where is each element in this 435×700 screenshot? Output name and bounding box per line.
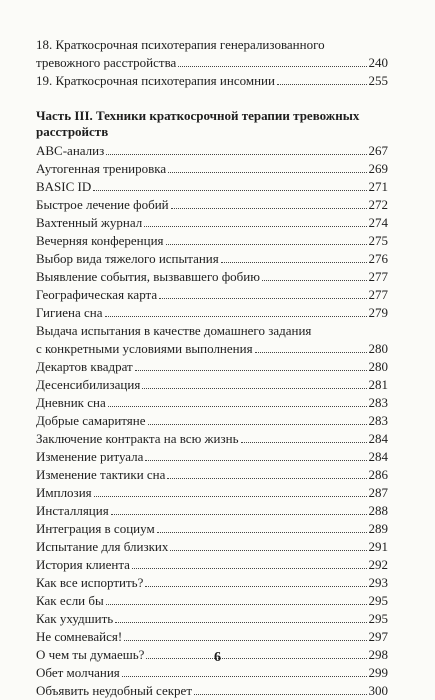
toc-entry-page: 287 xyxy=(368,485,388,500)
toc-entry xyxy=(36,430,388,448)
toc-entry-page: 280 xyxy=(368,341,388,356)
toc-entry xyxy=(36,358,388,376)
toc-entry-title: Как ухудшить xyxy=(36,611,114,626)
entry-list xyxy=(36,142,388,700)
dot-leader xyxy=(168,172,366,173)
toc-entry xyxy=(36,142,388,160)
toc-entry-page: 284 xyxy=(368,431,388,446)
toc-entry-page: 275 xyxy=(368,233,388,248)
toc-entry-title: Десенсибилизация xyxy=(36,377,141,392)
dot-leader xyxy=(241,442,367,443)
toc-entry xyxy=(36,448,388,466)
toc-entry xyxy=(36,412,388,430)
toc-entry-title: ABC-анализ xyxy=(36,143,105,158)
toc-entry-title: О чем ты думаешь? xyxy=(36,647,145,662)
toc-entry-title: Вечерняя конференция xyxy=(36,233,164,248)
toc-entry-page: 279 xyxy=(368,305,388,320)
toc-entry xyxy=(36,520,388,538)
dot-leader xyxy=(178,66,366,67)
dot-leader xyxy=(115,622,366,623)
toc-entry-page: 286 xyxy=(368,467,388,482)
dot-leader xyxy=(221,262,367,263)
toc-entry-page: 272 xyxy=(368,197,388,212)
toc-entry xyxy=(36,72,388,90)
toc-entry-page: 292 xyxy=(368,557,388,572)
toc-entry-title: 19. Краткосрочная психотерапия инсомнии xyxy=(36,73,275,88)
dot-leader xyxy=(122,676,367,677)
toc-entry xyxy=(36,304,388,322)
dot-leader xyxy=(145,586,366,587)
toc-entry-page: 295 xyxy=(368,593,388,608)
toc-entry-title: Как если бы xyxy=(36,593,104,608)
dot-leader xyxy=(106,154,366,155)
toc-entry-page: 277 xyxy=(368,269,388,284)
dot-leader xyxy=(145,460,366,461)
toc-entry-title: Объявить неудобный секрет xyxy=(36,683,193,698)
dot-leader xyxy=(93,190,366,191)
toc-entry-title: Как все испортить? xyxy=(36,575,144,590)
toc-entry-page: 295 xyxy=(368,611,388,626)
toc-entry xyxy=(36,664,388,682)
toc-entry-title: Не сомневайся! xyxy=(36,629,123,644)
toc-entry-title: Выявление события, вызвавшего фобию xyxy=(36,269,260,284)
toc-entry-page: 271 xyxy=(368,179,388,194)
toc-entry-page: 267 xyxy=(368,143,388,158)
toc-entry-title: Заключение контракта на всю жизнь xyxy=(36,431,239,446)
toc-entry xyxy=(36,160,388,178)
toc-entry-page: 288 xyxy=(368,503,388,518)
dot-leader xyxy=(132,568,367,569)
toc-entry-page: 298 xyxy=(368,647,388,662)
toc-entry-title: Декартов квадрат xyxy=(36,359,133,374)
toc-entry-title: с конкретными условиями выполнения xyxy=(36,341,253,356)
toc-entry-title-line: Выдача испытания в качестве домашнего задания xyxy=(36,323,312,338)
toc-entry xyxy=(36,538,388,556)
toc-entry xyxy=(36,250,388,268)
toc-entry xyxy=(36,196,388,214)
toc-entry-page: 283 xyxy=(368,395,388,410)
toc-entry-page: 274 xyxy=(368,215,388,230)
toc-entry-page: 289 xyxy=(368,521,388,536)
toc-entry-title-line: 18. Краткосрочная психотерапия генерализованного xyxy=(36,37,325,52)
toc-entry-page: 293 xyxy=(368,575,388,590)
toc-entry-title: Добрые самаритяне xyxy=(36,413,146,428)
toc-entry xyxy=(36,628,388,646)
toc-entry-title: Испытание для близких xyxy=(36,539,169,554)
toc-entry xyxy=(36,574,388,592)
table-of-contents xyxy=(36,36,388,700)
dot-leader xyxy=(124,640,366,641)
dot-leader xyxy=(170,550,366,551)
toc-entry-page: 297 xyxy=(368,629,388,644)
toc-entry xyxy=(36,36,388,72)
toc-entry-page: 276 xyxy=(368,251,388,266)
dot-leader xyxy=(144,226,366,227)
toc-entry-title: Интеграция в социум xyxy=(36,521,155,536)
toc-entry-title: Инсталляция xyxy=(36,503,109,518)
dot-leader xyxy=(148,424,367,425)
toc-entry-title: Изменение тактики сна xyxy=(36,467,166,482)
toc-entry-title: Дневник сна xyxy=(36,395,106,410)
toc-entry-title: Изменение ритуала xyxy=(36,449,144,464)
toc-entry-title: тревожного расстройства xyxy=(36,55,177,70)
dot-leader xyxy=(105,316,367,317)
toc-entry-page: 291 xyxy=(368,539,388,554)
dot-leader xyxy=(167,478,366,479)
toc-entry-page: 283 xyxy=(368,413,388,428)
toc-entry-title: BASIC ID xyxy=(36,179,92,194)
toc-entry xyxy=(36,178,388,196)
toc-entry-title: Географическая карта xyxy=(36,287,158,302)
toc-entry-page: 240 xyxy=(368,55,388,70)
toc-entry xyxy=(36,322,388,358)
section-heading: Часть III. Техники краткосрочной терапии тревожных расстройств xyxy=(36,108,360,139)
toc-entry-page: 255 xyxy=(368,73,388,88)
toc-entry-title: Выбор вида тяжелого испытания xyxy=(36,251,219,266)
toc-entry xyxy=(36,232,388,250)
dot-leader xyxy=(111,514,367,515)
toc-entry-page: 280 xyxy=(368,359,388,374)
toc-entry-title: Гигиена сна xyxy=(36,305,103,320)
dot-leader xyxy=(171,208,367,209)
toc-entry-page: 300 xyxy=(368,683,388,698)
toc-entry xyxy=(36,682,388,700)
dot-leader xyxy=(106,604,367,605)
dot-leader xyxy=(94,496,367,497)
toc-entry xyxy=(36,214,388,232)
toc-entry xyxy=(36,394,388,412)
toc-entry-title: Имплозия xyxy=(36,485,92,500)
toc-entry xyxy=(36,466,388,484)
toc-entry xyxy=(36,610,388,628)
toc-entry xyxy=(36,376,388,394)
toc-entry xyxy=(36,592,388,610)
toc-entry-title: Быстрое лечение фобий xyxy=(36,197,169,212)
dot-leader xyxy=(135,370,367,371)
toc-entry-page: 269 xyxy=(368,161,388,176)
toc-entry-page: 284 xyxy=(368,449,388,464)
toc-entry-title: Обет молчания xyxy=(36,665,120,680)
toc-entry xyxy=(36,556,388,574)
dot-leader xyxy=(277,84,367,85)
toc-entry xyxy=(36,502,388,520)
toc-entry-title: Вахтенный журнал xyxy=(36,215,143,230)
toc-entry-title: Аутогенная тренировка xyxy=(36,161,167,176)
dot-leader xyxy=(157,532,367,533)
toc-entry xyxy=(36,268,388,286)
toc-entry-page: 281 xyxy=(368,377,388,392)
page-number: 6 xyxy=(214,650,221,665)
dot-leader xyxy=(142,388,366,389)
toc-entry-page: 299 xyxy=(368,665,388,680)
dot-leader xyxy=(108,406,367,407)
dot-leader xyxy=(262,280,367,281)
dot-leader xyxy=(166,244,367,245)
toc-entry xyxy=(36,484,388,502)
toc-entry-page: 277 xyxy=(368,287,388,302)
top-entry-list xyxy=(36,36,388,90)
dot-leader xyxy=(194,694,366,695)
toc-entry xyxy=(36,286,388,304)
toc-entry-title: История клиента xyxy=(36,557,130,572)
dot-leader xyxy=(159,298,366,299)
dot-leader xyxy=(255,352,367,353)
